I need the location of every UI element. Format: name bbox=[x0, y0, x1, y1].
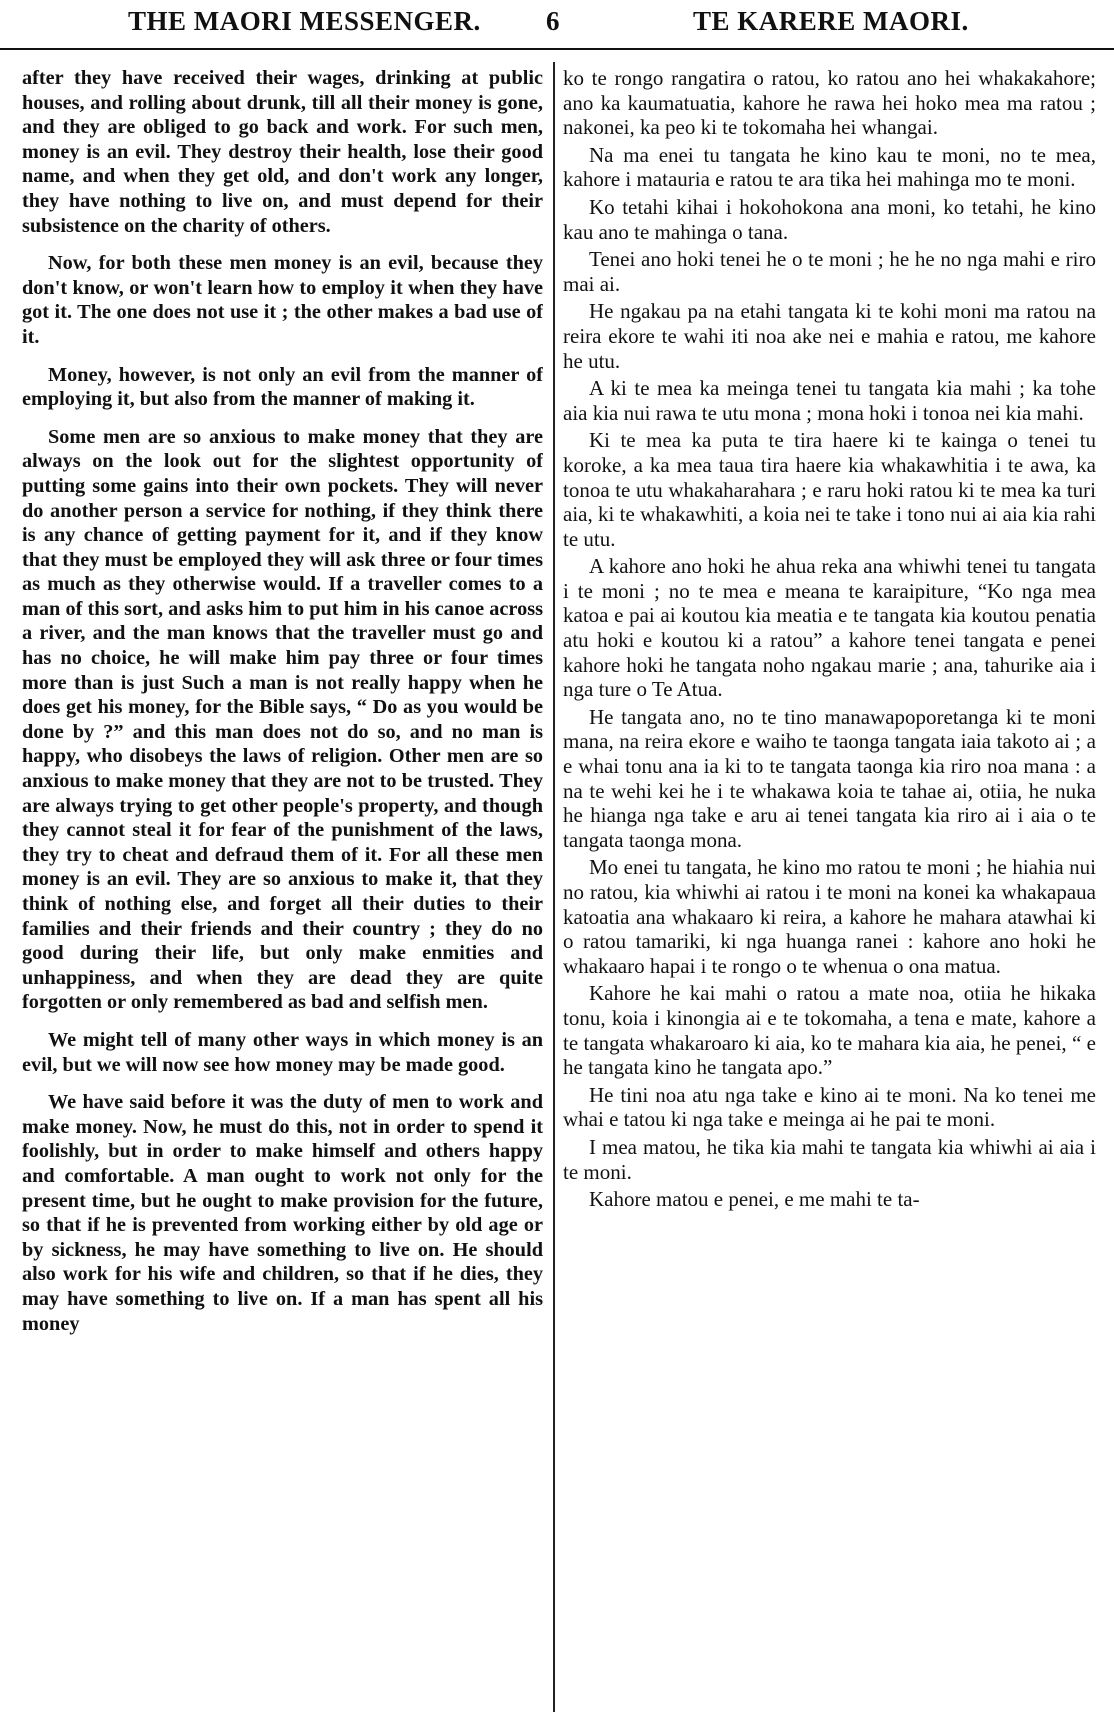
maori-paragraph: ko te rongo rangatira o ratou, ko ratou ano hei whakakahore; ano ka kaumatuatia, kahore he rawa hei hoko mea ma ratou ; nakonei, ka peo ki te tokomaha hei whangai. bbox=[563, 66, 1096, 140]
maori-paragraph: I mea matou, he tika kia mahi te tangata kia whiwhi ai aia i te moni. bbox=[563, 1134, 1096, 1184]
english-paragraph: after they have received their wages, drinking at public houses, and rolling about drunk, till all their money is gone, and they are obliged to go back and work. For such men, money is an evil. They destroy their health, lose their good name, and when they get old, and don't work any longer, they have nothing to live on, and must depend for their subsistence on the charity of others. bbox=[22, 67, 543, 237]
maori-paragraph: Ko tetahi kihai i hokohokona ana moni, ko tetahi, he kino kau ano te mahinga o tana. bbox=[563, 194, 1096, 244]
english-paragraph: We might tell of many other ways in which money is an evil, but we will now see how money may be made good. bbox=[22, 1028, 543, 1076]
maori-paragraph: Mo enei tu tangata, he kino mo ratou te moni ; he hiahia nui no ratou, kia whiwhi ai ratou i te moni na konei ka whakapaua katoatia ana whakaaro ki reira, a kahore he mahara atawhai ki o ratou tamariki, ki nga huanga ranei : kahore ano hoki he whakaaro hapai i te rongo o te whenua o ona matua. bbox=[563, 855, 1096, 978]
maori-paragraph: Na ma enei tu tangata he kino kau te moni, no te mea, kahore i matauria e ratou te ara tika hei mahinga mo te moni. bbox=[563, 142, 1096, 192]
maori-masthead-title: TE KARERE MAORI. bbox=[693, 6, 969, 36]
english-paragraph: Some men are so anxious to make money that they are always on the look out for the slightest opportunity of putting some gains into their own pockets. They will never do another person a service for nothing, if they think there is any chance of getting payment for it, and if they know that they must be employed they will ask three or four times as much as they otherwise would. If a traveller comes to a man of this sort, and asks him to put him in his canoe across a river, and the man knows that the traveller must go and has no choice, he will make him pay three or four times more than is just Such a man is not really happy when he does get his money, for the Bible says, “ Do as you would be done by ?” and this man does not do so, and no man is happy, who disobeys the laws of religion. Other men are so anxious to make money that they are not to be trusted. They are always trying to get other people's property, and though they cannot steal it for fear of the punishment of the laws, they try to cheat and defraud them of it. For all these men money is an evil. They are so anxious to make it, that they think of nothing else, and forget all their duties to their families and their friends and their country ; they do no good during their life, but only make enmities and unhappiness, and when they are dead they are quite forgotten or only remembered as bad and selfish men. bbox=[22, 425, 543, 1014]
column-divider bbox=[553, 62, 555, 1712]
english-paragraph: We have said before it was the duty of men to work and make money. Now, he must do this, not in order to spend it foolishly, but in order to make himself and others happy and comfortable. A man ought to work not only for the present time, but he ought to make provision for the future, so that if he is prevented from working either by old age or by sickness, he may have something to live on. He should also work for his wife and children, so that if he dies, they may have something to live on. If a man has spent all his money bbox=[22, 1091, 543, 1335]
maori-paragraph: A kahore ano hoki he ahua reka ana whiwhi tenei tu tangata i te moni ; no te mea e meana te karaipiture, “Ko nga mea katoa e pai ai koutou kia meatia e te tangata kia koutou penatia atu hoki e koutou ki a ratou” a kahore tenei tangata e penei kahore hoki he tangata noho ngakau marie ; ana, tahurike aia i nga ture o Te Atua. bbox=[563, 554, 1096, 702]
english-paragraph: Money, however, is not only an evil from the manner of employing it, but also from the manner of making it. bbox=[22, 363, 543, 411]
maori-paragraph: A ki te mea ka meinga tenei tu tangata kia mahi ; ka tohe aia kia nui rawa te utu mona ; mona hoki i tonoa nei kia mahi. bbox=[563, 376, 1096, 425]
maori-paragraph: He tangata ano, no te tino manawapoporetanga ki te moni mana, na reira ekore e waiho te taonga tangata iaia takoto ai ; a e whai tonu ana ia ki to te tangata taonga kia riro noa mana : a na te wehi kei he i te whakawa koia te tahae ai, otiia, he nuka he hianga nga take e aru ai tenei tangata kia riro ai i aia o te tangata taonga mona. bbox=[563, 704, 1096, 852]
english-paragraph: Now, for both these men money is an evil, because they don't know, or won't learn how to employ it when they have got it. The one does not use it ; the other makes a bad use of it. bbox=[22, 252, 543, 348]
maori-paragraph: Ki te mea ka puta te tira haere ki te kainga o tenei tu koroke, a ka mea taua tira haere kia whakawhitia i te awa, ka tonoa te utu whakaharahara ; e raru hoki ratou ki te mea ka turi aia, ki te whakawhiti, a koia nei te take i tono nui ai aia kia rahi te utu. bbox=[563, 428, 1096, 551]
english-column bbox=[22, 66, 543, 1712]
page-header bbox=[0, 0, 1114, 46]
maori-column bbox=[563, 66, 1096, 1712]
header-rule bbox=[0, 48, 1114, 50]
english-masthead-title: THE MAORI MESSENGER. bbox=[128, 6, 481, 36]
maori-paragraph: Tenei ano hoki tenei he o te moni ; he he no nga mahi e riro mai ai. bbox=[563, 247, 1096, 296]
page-number: 6 bbox=[546, 6, 560, 36]
maori-paragraph: Kahore he kai mahi o ratou a mate noa, otiia he hikaka tonu, koia i kinongia ai e te tokomaha, a tena e mate, kahore a te tangata whakaroaro ki aia, ko te mahara kia aia, he penei, “ e he tangata kino he tangata apo.” bbox=[563, 981, 1096, 1080]
maori-paragraph: He tini noa atu nga take e kino ai te moni. Na ko tenei me whai e tatou ki nga take e meinga ai he pai te moni. bbox=[563, 1082, 1096, 1132]
maori-paragraph: He ngakau pa na etahi tangata ki te kohi moni ma ratou na reira ekore te wahi iti noa ake nei e mahia e ratou, me kahore he utu. bbox=[563, 299, 1096, 373]
maori-paragraph: Kahore matou e penei, e me mahi te ta- bbox=[589, 1187, 920, 1212]
